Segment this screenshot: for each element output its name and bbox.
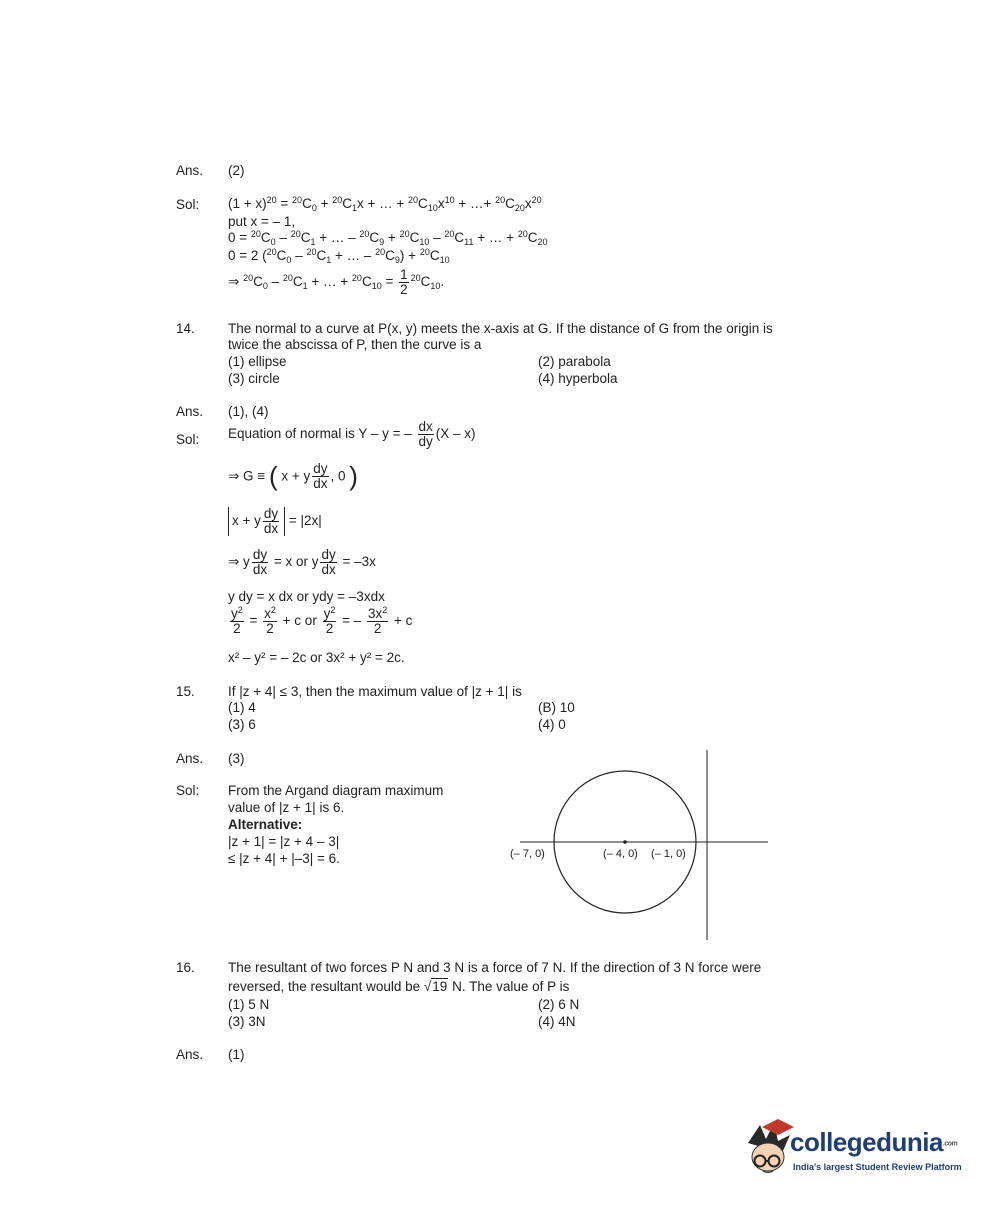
q13-sol-label: Sol: — [176, 197, 200, 212]
q14-option-1: (1) ellipse — [228, 354, 287, 369]
q14-question-line2: twice the abscissa of P, then the curve is a — [228, 337, 482, 352]
mascot-icon — [738, 1113, 798, 1183]
q14-g-point: ⇒ G ≡ ( x + y $\frac{dy}{dx}$ , 0 ) — [228, 461, 358, 492]
q13-sol-line5: ⇒ $^{20}C_0 - ^{20}C_1$ + … + $^{20}C_{10}$ = $\frac{1}{2}$ $^{20}C_{10}$. — [228, 267, 445, 298]
q14-normal-eq: Equation of normal is Y – y = – $\frac{dx}{dy}$ (X – x) — [228, 419, 476, 450]
q16-question-line1: The resultant of two forces P N and 3 N is a force of 7 N. If the direction of 3 N force were — [228, 960, 762, 975]
q14-deriv-eq: ⇒ y $\frac{dy}{dx}$ = x or y $\frac{dy}{dx}$ = –3x — [228, 547, 376, 578]
q14-integrated: $\frac{y^2}{2}$ = $\frac{x^2}{2}$ + c or $\frac{y^2}{2}$ = – $\frac{3x^2}{2}$ + c — [231, 605, 413, 637]
q15-alt-line1: |z + 1| = |z + 4 – 3| — [228, 834, 340, 849]
q16-option-2: (2) 6 N — [538, 997, 580, 1012]
q16-option-4: (4) 4N — [538, 1014, 576, 1029]
q14-sol-label: Sol: — [176, 432, 200, 447]
brand-tagline: India's largest Student Review Platform — [793, 1162, 962, 1172]
q13-sol-line1: $(1 + x)^{20} = ^{20}C_0 + ^{20}C_1x$ + … + $^{20}C_{10}x^{10}$ + …+ $^{20}C_{20}x^{20}$ — [228, 195, 542, 213]
brand-suffix: .com — [942, 1140, 958, 1148]
q15-sol-line2: value of |z + 1| is 6. — [228, 800, 345, 815]
label-minus-4: (– 4, 0) — [603, 848, 638, 860]
q13-sol-line3: $0 = ^{20}C_0 - ^{20}C_1$ + … – $^{20}C_9 + ^{20}C_{10} - ^{20}C_{11}$ + … + $^{20}C_{20}$ — [228, 229, 548, 247]
q14-abs-eq: x + y $\frac{dy}{dx}$ = |2x| — [228, 507, 322, 536]
q14-number: 14. — [176, 321, 195, 336]
q13-ans-value: (2) — [228, 163, 245, 178]
label-minus-7: (– 7, 0) — [510, 848, 545, 860]
q16-number: 16. — [176, 960, 195, 975]
q14-step-ydy: y dy = x dx or ydy = –3xdx — [228, 589, 385, 604]
q13-ans-label: Ans. — [176, 163, 204, 178]
q15-sol-label: Sol: — [176, 783, 200, 798]
q16-option-3: (3) 3N — [228, 1014, 266, 1029]
circle-center-dot — [623, 840, 627, 844]
q14-question-line1: The normal to a curve at P(x, y) meets the x-axis at G. If the distance of G from the origin is — [228, 321, 773, 336]
q14-ans-label: Ans. — [176, 404, 204, 419]
q16-option-1: (1) 5 N — [228, 997, 270, 1012]
q14-option-2: (2) parabola — [538, 354, 611, 369]
q15-sol-line1: From the Argand diagram maximum — [228, 783, 444, 798]
brand-name: collegedunia.com — [790, 1127, 958, 1157]
q15-alt-heading: Alternative: — [228, 817, 303, 832]
q15-alt-line2: ≤ |z + 4| + |–3| = 6. — [228, 851, 340, 866]
q15-option-2: (B) 10 — [538, 700, 575, 715]
q14-step-final: x² – y² = – 2c or 3x² + y² = 2c. — [228, 650, 405, 665]
collegedunia-logo[interactable] — [738, 1113, 963, 1183]
q13-put: put x = – 1, — [228, 214, 296, 229]
q15-question: If |z + 4| ≤ 3, then the maximum value of |z + 1| is — [228, 684, 522, 699]
q15-ans-label: Ans. — [176, 751, 204, 766]
q16-ans-label: Ans. — [176, 1047, 204, 1062]
q15-number: 15. — [176, 684, 195, 699]
q15-option-3: (3) 6 — [228, 717, 256, 732]
q15-ans-value: (3) — [228, 751, 245, 766]
q15-option-4: (4) 0 — [538, 717, 566, 732]
q14-option-4: (4) hyperbola — [538, 371, 618, 386]
q13-sol-line4: 0 = 2 ($^{20}C_0 - ^{20}C_1$ + … – $^{20}C_9) + ^{20}C_{10}$ — [228, 247, 450, 265]
label-minus-1: (– 1, 0) — [651, 848, 686, 860]
q16-question-line2: reversed, the resultant would be √19 N. The value of P is — [228, 979, 570, 994]
sqrt-19: 19 — [432, 979, 448, 994]
argand-diagram — [500, 745, 780, 945]
q15-option-1: (1) 4 — [228, 700, 256, 715]
q16-ans-value: (1) — [228, 1047, 245, 1062]
q14-ans-value: (1), (4) — [228, 404, 269, 419]
q14-option-3: (3) circle — [228, 371, 280, 386]
